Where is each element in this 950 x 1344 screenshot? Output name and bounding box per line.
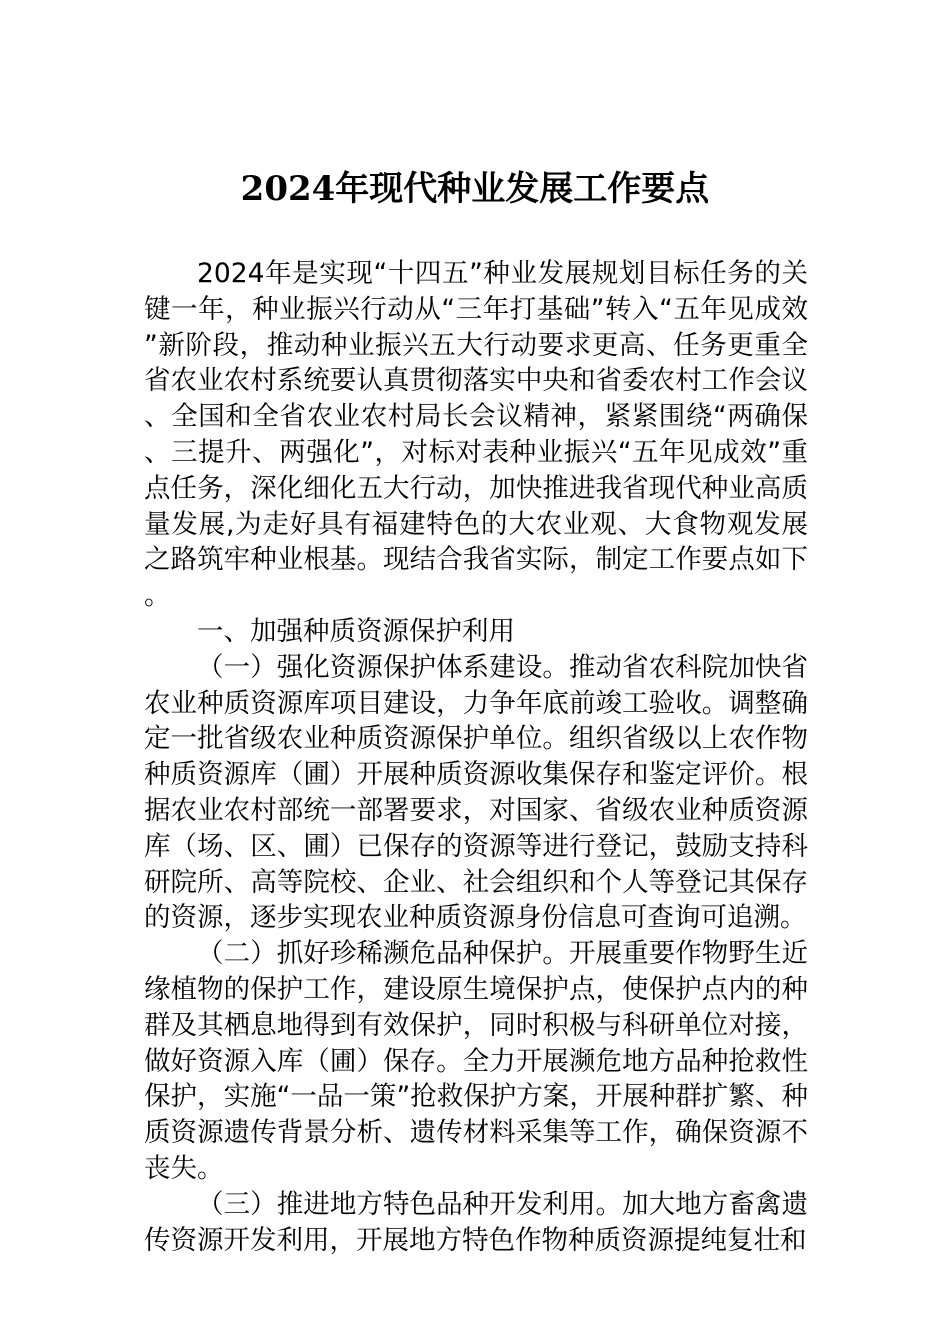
section-item-2: （二）抓好珍稀濒危品种保护。开展重要作物野生近缘植物的保护工作，建设原生境保护点，使保护点内的种群及其栖息地得到有效保护，同时积极与科研单位对接，做好资源入库（圃）保存。全力开展濒危地方品种抢救性保护，实施“一品一策”抢救保护方案，开展种群扩繁、种质资源遗传背景分析、遗传材料采集等工作，确保资源不丧失。	[144, 938, 808, 1184]
document-title: 2024年现代种业发展工作要点	[240, 169, 710, 209]
section-item-3: （三）推进地方特色品种开发利用。加大地方畜禽遗传资源开发利用，开展地方特色作物种质资源提纯复壮和	[144, 1188, 808, 1256]
document-body	[144, 256, 808, 1258]
section-item-1: （一）强化资源保护体系建设。推动省农科院加快省农业种质资源库项目建设，力争年底前竣工验收。调整确定一批省级农业种质资源保护单位。组织省级以上农作物种质资源库（圃）开展种质资源收集保存和鉴定评价。根据农业农村部统一部署要求，对国家、省级农业种质资源库（场、区、圃）已保存的资源等进行登记，鼓励支持科研院所、高等院校、企业、社会组织和个人等登记其保存的资源，逐步实现农业种质资源身份信息可查询可追溯。	[144, 651, 808, 934]
intro-paragraph: 2024年是实现“十四五”种业发展规划目标任务的关键一年，种业振兴行动从“三年打基础”转入“五年见成效”新阶段，推动种业振兴五大行动要求更高、任务更重全省农业农村系统要认真贯彻落实中央和省委农村工作会议、全国和全省农业农村局长会议精神，紧紧围绕“两确保、三提升、两强化”，对标对表种业振兴“五年见成效”重点任务，深化细化五大行动，加快推进我省现代种业高质量发展,为走好具有福建特色的大农业观、大食物观发展之路筑牢种业根基。现结合我省实际，制定工作要点如下。	[144, 258, 808, 612]
section-heading: 一、加强种质资源保护利用	[197, 615, 515, 647]
